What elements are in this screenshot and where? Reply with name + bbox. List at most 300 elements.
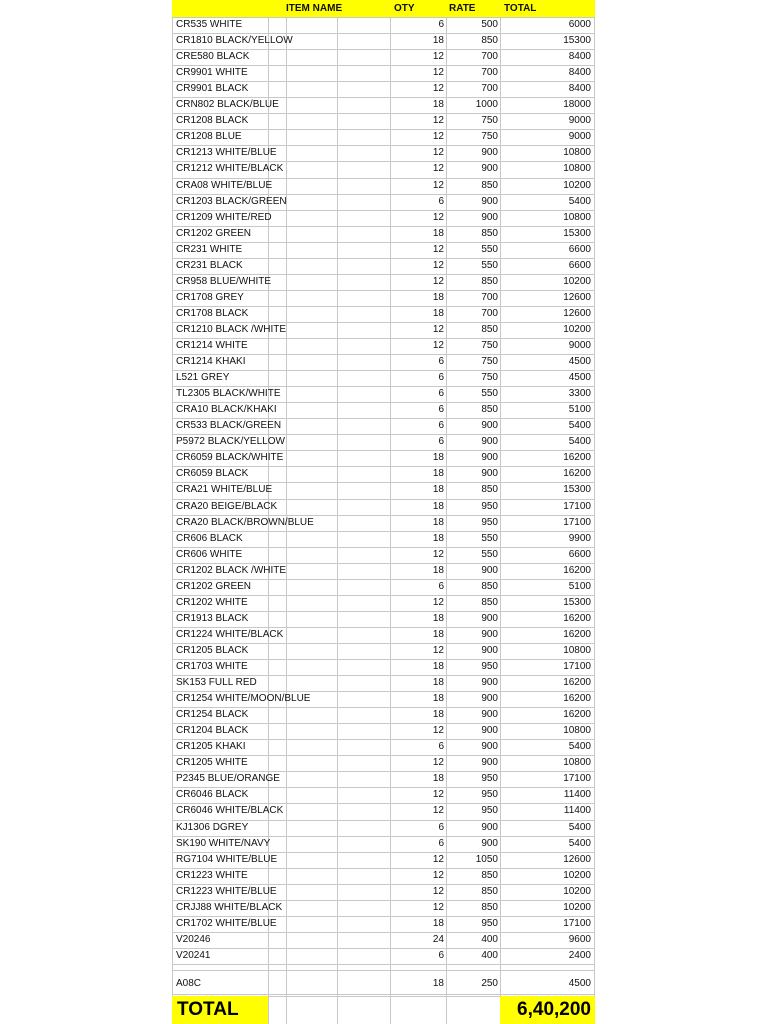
rate-cell: 900 [481, 211, 498, 223]
qty-cell: 12 [432, 323, 444, 335]
qty-cell: 18 [432, 484, 444, 496]
rate-cell: 750 [481, 115, 498, 127]
qty-cell: 18 [432, 612, 444, 624]
table-row [172, 916, 595, 932]
item-name-cell: CR6059 BLACK/WHITE [176, 452, 284, 464]
row-gridline [172, 994, 595, 995]
table-row [172, 976, 595, 992]
table-row [172, 17, 595, 33]
row-gridline [172, 970, 595, 971]
qty-cell: 6 [438, 821, 444, 833]
total-cell: 6000 [568, 19, 591, 30]
rate-cell: 900 [481, 757, 498, 769]
total-cell: 9000 [568, 131, 591, 143]
total-cell: 16200 [563, 564, 591, 576]
table-row [172, 611, 595, 627]
qty-cell: 6 [438, 195, 444, 207]
qty-cell: 6 [438, 356, 444, 368]
total-cell: 17100 [563, 661, 591, 672]
item-name-cell: CR1205 WHITE [176, 757, 248, 769]
table-row [172, 739, 595, 755]
table-row [172, 515, 595, 531]
item-name-cell: CR1708 GREY [176, 291, 244, 303]
qty-cell: 12 [432, 147, 444, 159]
total-cell: 8400 [568, 67, 591, 79]
table-row [172, 226, 595, 242]
item-name-cell: CR1202 WHITE [176, 596, 248, 608]
total-cell: 4500 [568, 977, 591, 989]
total-cell: 2400 [568, 949, 591, 961]
item-name-cell: CR6046 WHITE/BLACK [176, 805, 284, 817]
total-cell: 18000 [563, 99, 591, 111]
total-cell: 8400 [568, 83, 591, 95]
qty-cell: 12 [432, 644, 444, 656]
rate-cell: 850 [481, 901, 498, 913]
item-name-cell: CR1202 BLACK /WHITE [176, 564, 287, 576]
item-name-cell: CR6059 BLACK [176, 468, 249, 480]
table-row [172, 482, 595, 498]
total-cell: 5400 [568, 837, 591, 849]
header-qty: OTY [394, 3, 415, 14]
total-cell: 5400 [568, 420, 591, 432]
table-row [172, 258, 595, 274]
table-row [172, 322, 595, 338]
item-name-cell: A08C [176, 977, 202, 989]
table-row [172, 675, 595, 691]
table-row [172, 787, 595, 803]
total-cell: 12600 [563, 307, 591, 319]
item-name-cell: CRN802 BLACK/BLUE [176, 99, 279, 111]
qty-cell: 18 [432, 99, 444, 111]
total-cell: 17100 [563, 516, 591, 528]
qty-cell: 18 [432, 773, 444, 785]
item-name-cell: CR1224 WHITE/BLACK [176, 628, 284, 640]
item-name-cell: CR1708 BLACK [176, 307, 249, 319]
item-name-cell: SK153 FULL RED [176, 677, 257, 689]
table-row [172, 932, 595, 948]
rate-cell: 500 [481, 19, 498, 30]
qty-cell: 18 [432, 564, 444, 576]
item-name-cell: SK190 WHITE/NAVY [176, 837, 271, 849]
qty-cell: 12 [432, 51, 444, 63]
rate-cell: 900 [481, 436, 498, 448]
total-cell: 10200 [563, 885, 591, 897]
item-name-cell: CRA10 BLACK/KHAKI [176, 404, 277, 416]
qty-cell: 12 [432, 901, 444, 913]
item-name-cell: CR1213 WHITE/BLUE [176, 147, 277, 159]
total-cell: 10800 [563, 147, 591, 159]
rate-cell: 750 [481, 131, 498, 143]
rate-cell: 550 [481, 548, 498, 560]
item-name-cell: CR1205 BLACK [176, 644, 249, 656]
rate-cell: 900 [481, 420, 498, 432]
total-cell: 10800 [563, 725, 591, 737]
rate-cell: 700 [481, 51, 498, 63]
total-cell: 3300 [568, 388, 591, 400]
total-cell: 12600 [563, 291, 591, 303]
table-row [172, 386, 595, 402]
total-value: 6,40,200 [517, 999, 591, 1020]
table-row [172, 707, 595, 723]
rate-cell: 900 [481, 452, 498, 464]
qty-cell: 18 [432, 661, 444, 672]
rate-cell: 700 [481, 83, 498, 95]
qty-cell: 18 [432, 532, 444, 544]
qty-cell: 6 [438, 420, 444, 432]
item-name-cell: CRA08 WHITE/BLUE [176, 179, 273, 191]
total-cell: 10200 [563, 869, 591, 881]
total-cell: 10200 [563, 901, 591, 913]
rate-cell: 900 [481, 709, 498, 721]
header-rate: RATE [449, 3, 476, 14]
total-cell: 10800 [563, 644, 591, 656]
qty-cell: 12 [432, 211, 444, 223]
rate-cell: 850 [481, 35, 498, 47]
rate-cell: 950 [481, 789, 498, 801]
total-cell: 15300 [563, 596, 591, 608]
table-row [172, 579, 595, 595]
qty-cell: 12 [432, 83, 444, 95]
table-row [172, 65, 595, 81]
table-row [172, 659, 595, 675]
qty-cell: 18 [432, 516, 444, 528]
table-row [172, 499, 595, 515]
total-cell: 16200 [563, 628, 591, 640]
rate-cell: 750 [481, 340, 498, 351]
qty-cell: 18 [432, 977, 444, 989]
item-name-cell: CRA21 WHITE/BLUE [176, 484, 273, 496]
table-row [172, 145, 595, 161]
table-row [172, 418, 595, 434]
item-name-cell: CRA20 BLACK/BROWN/BLUE [176, 516, 314, 528]
table-row [172, 563, 595, 579]
table-row [172, 691, 595, 707]
rate-cell: 850 [481, 596, 498, 608]
qty-cell: 18 [432, 693, 444, 705]
total-cell: 10800 [563, 163, 591, 175]
total-cell: 10200 [563, 179, 591, 191]
item-name-cell: L521 GREY [176, 372, 230, 384]
qty-cell: 12 [432, 115, 444, 127]
rate-cell: 900 [481, 837, 498, 849]
table-row [172, 627, 595, 643]
total-cell: 5100 [568, 404, 591, 416]
item-name-cell: CR1208 BLUE [176, 131, 242, 143]
item-name-cell: CR1208 BLACK [176, 115, 249, 127]
qty-cell: 12 [432, 243, 444, 255]
spreadsheet-table [172, 0, 595, 1024]
item-name-cell: CR1214 WHITE [176, 340, 248, 351]
rate-cell: 700 [481, 307, 498, 319]
item-name-cell: RG7104 WHITE/BLUE [176, 853, 278, 865]
item-name-cell: CR533 BLACK/GREEN [176, 420, 282, 432]
rate-cell: 950 [481, 917, 498, 929]
rate-cell: 900 [481, 725, 498, 737]
header-item-name: ITEM NAME [286, 3, 343, 14]
qty-cell: 6 [438, 580, 444, 592]
rate-cell: 850 [481, 869, 498, 881]
qty-cell: 24 [432, 933, 444, 945]
item-name-cell: CR1204 BLACK [176, 725, 249, 737]
item-name-cell: CR1913 BLACK [176, 612, 249, 624]
item-name-cell: TL2305 BLACK/WHITE [176, 388, 281, 400]
table-row [172, 803, 595, 819]
table-row [172, 49, 595, 65]
item-name-cell: CR1205 KHAKI [176, 741, 246, 753]
qty-cell: 12 [432, 179, 444, 191]
rate-cell: 550 [481, 259, 498, 271]
table-row [172, 820, 595, 836]
table-row [172, 884, 595, 900]
qty-cell: 18 [432, 291, 444, 303]
total-cell: 16200 [563, 693, 591, 705]
qty-cell: 12 [432, 725, 444, 737]
rate-cell: 900 [481, 677, 498, 689]
qty-cell: 12 [432, 275, 444, 287]
item-name-cell: KJ1306 DGREY [176, 821, 249, 833]
qty-cell: 12 [432, 789, 444, 801]
total-cell: 16200 [563, 612, 591, 624]
rate-cell: 850 [481, 227, 498, 239]
table-row [172, 210, 595, 226]
total-cell: 5400 [568, 741, 591, 753]
qty-cell: 18 [432, 677, 444, 689]
total-cell: 15300 [563, 484, 591, 496]
rate-cell: 850 [481, 404, 498, 416]
qty-cell: 12 [432, 596, 444, 608]
total-cell: 17100 [563, 773, 591, 785]
qty-cell: 6 [438, 949, 444, 961]
rate-cell: 900 [481, 564, 498, 576]
total-cell: 10800 [563, 757, 591, 769]
total-cell: 17100 [563, 500, 591, 512]
rate-cell: 550 [481, 532, 498, 544]
qty-cell: 18 [432, 35, 444, 47]
rate-cell: 850 [481, 580, 498, 592]
item-name-cell: CR1214 KHAKI [176, 356, 246, 368]
qty-cell: 12 [432, 131, 444, 143]
total-cell: 9000 [568, 115, 591, 127]
rate-cell: 950 [481, 773, 498, 785]
rate-cell: 900 [481, 147, 498, 159]
qty-cell: 12 [432, 67, 444, 79]
rate-cell: 850 [481, 323, 498, 335]
table-row [172, 434, 595, 450]
row-gridline [172, 964, 595, 965]
table-row [172, 274, 595, 290]
rate-cell: 900 [481, 163, 498, 175]
table-row [172, 531, 595, 547]
item-name-cell: CR1212 WHITE/BLACK [176, 163, 284, 175]
item-name-cell: CR1203 BLACK/GREEN [176, 195, 287, 207]
rate-cell: 900 [481, 628, 498, 640]
rate-cell: 900 [481, 612, 498, 624]
total-cell: 11400 [563, 805, 591, 817]
rate-cell: 900 [481, 741, 498, 753]
table-row [172, 97, 595, 113]
table-row [172, 948, 595, 964]
rate-cell: 850 [481, 885, 498, 897]
total-cell: 9600 [568, 933, 591, 945]
table-row [172, 113, 595, 129]
qty-cell: 18 [432, 628, 444, 640]
total-cell: 16200 [563, 468, 591, 480]
rate-cell: 900 [481, 693, 498, 705]
table-row [172, 194, 595, 210]
qty-cell: 6 [438, 404, 444, 416]
qty-cell: 6 [438, 372, 444, 384]
item-name-cell: CR535 WHITE [176, 19, 243, 30]
qty-cell: 6 [438, 741, 444, 753]
item-name-cell: CR606 BLACK [176, 532, 243, 544]
table-row [172, 81, 595, 97]
rate-cell: 550 [481, 388, 498, 400]
qty-cell: 12 [432, 853, 444, 865]
item-name-cell: CR1202 GREEN [176, 580, 252, 592]
item-name-cell: CR1254 BLACK [176, 709, 249, 721]
qty-cell: 12 [432, 548, 444, 560]
table-row [172, 466, 595, 482]
total-cell: 5400 [568, 821, 591, 833]
item-name-cell: CR958 BLUE/WHITE [176, 275, 272, 287]
total-cell: 9900 [568, 532, 591, 544]
item-name-cell: CR9901 BLACK [176, 83, 249, 95]
qty-cell: 18 [432, 307, 444, 319]
table-row [172, 595, 595, 611]
total-cell: 10200 [563, 323, 591, 335]
table-row [172, 370, 595, 386]
table-row [172, 338, 595, 354]
total-cell: 6600 [568, 243, 591, 255]
grand-total-row [172, 996, 595, 1024]
qty-cell: 18 [432, 917, 444, 929]
total-cell: 16200 [563, 452, 591, 464]
total-cell: 5400 [568, 436, 591, 448]
table-row [172, 723, 595, 739]
qty-cell: 18 [432, 227, 444, 239]
item-name-cell: CR1202 GREEN [176, 227, 252, 239]
table-row [172, 836, 595, 852]
total-cell: 16200 [563, 677, 591, 689]
qty-cell: 6 [438, 436, 444, 448]
item-name-cell: P5972 BLACK/YELLOW [176, 436, 285, 448]
table-row [172, 900, 595, 916]
rate-cell: 850 [481, 484, 498, 496]
total-cell: 8400 [568, 51, 591, 63]
item-name-cell: V20241 [176, 949, 211, 961]
item-name-cell: CR1703 WHITE [176, 661, 248, 672]
rate-cell: 1050 [475, 853, 498, 865]
table-row [172, 852, 595, 868]
rate-cell: 850 [481, 179, 498, 191]
total-cell: 15300 [563, 35, 591, 47]
item-name-cell: CR1223 WHITE [176, 869, 248, 881]
rate-cell: 950 [481, 500, 498, 512]
rate-cell: 850 [481, 275, 498, 287]
qty-cell: 12 [432, 163, 444, 175]
table-row [172, 354, 595, 370]
total-cell: 10200 [563, 275, 591, 287]
qty-cell: 6 [438, 388, 444, 400]
header-total: TOTAL [504, 3, 537, 14]
qty-cell: 12 [432, 340, 444, 351]
table-row [172, 33, 595, 49]
item-name-cell: V20246 [176, 933, 211, 945]
total-cell: 12600 [563, 853, 591, 865]
rate-cell: 700 [481, 67, 498, 79]
total-label: TOTAL [177, 999, 239, 1020]
table-row [172, 402, 595, 418]
total-cell: 15300 [563, 227, 591, 239]
total-cell: 17100 [563, 917, 591, 929]
qty-cell: 18 [432, 452, 444, 464]
rate-cell: 900 [481, 468, 498, 480]
total-cell: 10800 [563, 211, 591, 223]
item-name-cell: CRJJ88 WHITE/BLACK [176, 901, 283, 913]
total-cell: 5100 [568, 580, 591, 592]
item-name-cell: CR9901 WHITE [176, 67, 248, 79]
rate-cell: 250 [481, 977, 498, 989]
item-name-cell: CR1810 BLACK/YELLOW [176, 35, 293, 47]
rate-cell: 900 [481, 195, 498, 207]
total-cell: 6600 [568, 548, 591, 560]
rate-cell: 950 [481, 516, 498, 528]
item-name-cell: CR231 BLACK [176, 259, 243, 271]
item-name-cell: CR606 WHITE [176, 548, 243, 560]
rate-cell: 750 [481, 372, 498, 384]
item-name-cell: CR6046 BLACK [176, 789, 249, 801]
rate-cell: 400 [481, 949, 498, 961]
table-row [172, 242, 595, 258]
qty-cell: 12 [432, 885, 444, 897]
total-cell: 4500 [568, 372, 591, 384]
table-row [172, 450, 595, 466]
table-row [172, 771, 595, 787]
table-row [172, 547, 595, 563]
item-name-cell: CR1223 WHITE/BLUE [176, 885, 277, 897]
total-cell: 4500 [568, 356, 591, 368]
qty-cell: 6 [438, 837, 444, 849]
table-row [172, 161, 595, 177]
rate-cell: 750 [481, 356, 498, 368]
table-row [172, 178, 595, 194]
total-cell: 9000 [568, 340, 591, 351]
item-name-cell: CR1209 WHITE/RED [176, 211, 272, 223]
rate-cell: 700 [481, 291, 498, 303]
qty-cell: 18 [432, 709, 444, 721]
qty-cell: 18 [432, 500, 444, 512]
rate-cell: 900 [481, 644, 498, 656]
table-row [172, 306, 595, 322]
table-row [172, 755, 595, 771]
qty-cell: 12 [432, 869, 444, 881]
qty-cell: 6 [438, 19, 444, 30]
table-row [172, 129, 595, 145]
rate-cell: 950 [481, 805, 498, 817]
rate-cell: 550 [481, 243, 498, 255]
qty-cell: 12 [432, 259, 444, 271]
item-name-cell: CR1702 WHITE/BLUE [176, 917, 277, 929]
rate-cell: 400 [481, 933, 498, 945]
qty-cell: 12 [432, 757, 444, 769]
item-name-cell: CR1210 BLACK /WHITE [176, 323, 287, 335]
rate-cell: 900 [481, 821, 498, 833]
total-cell: 6600 [568, 259, 591, 271]
item-name-cell: CR231 WHITE [176, 243, 243, 255]
table-row [172, 868, 595, 884]
total-cell: 5400 [568, 195, 591, 207]
item-name-cell: CRA20 BEIGE/BLACK [176, 500, 278, 512]
